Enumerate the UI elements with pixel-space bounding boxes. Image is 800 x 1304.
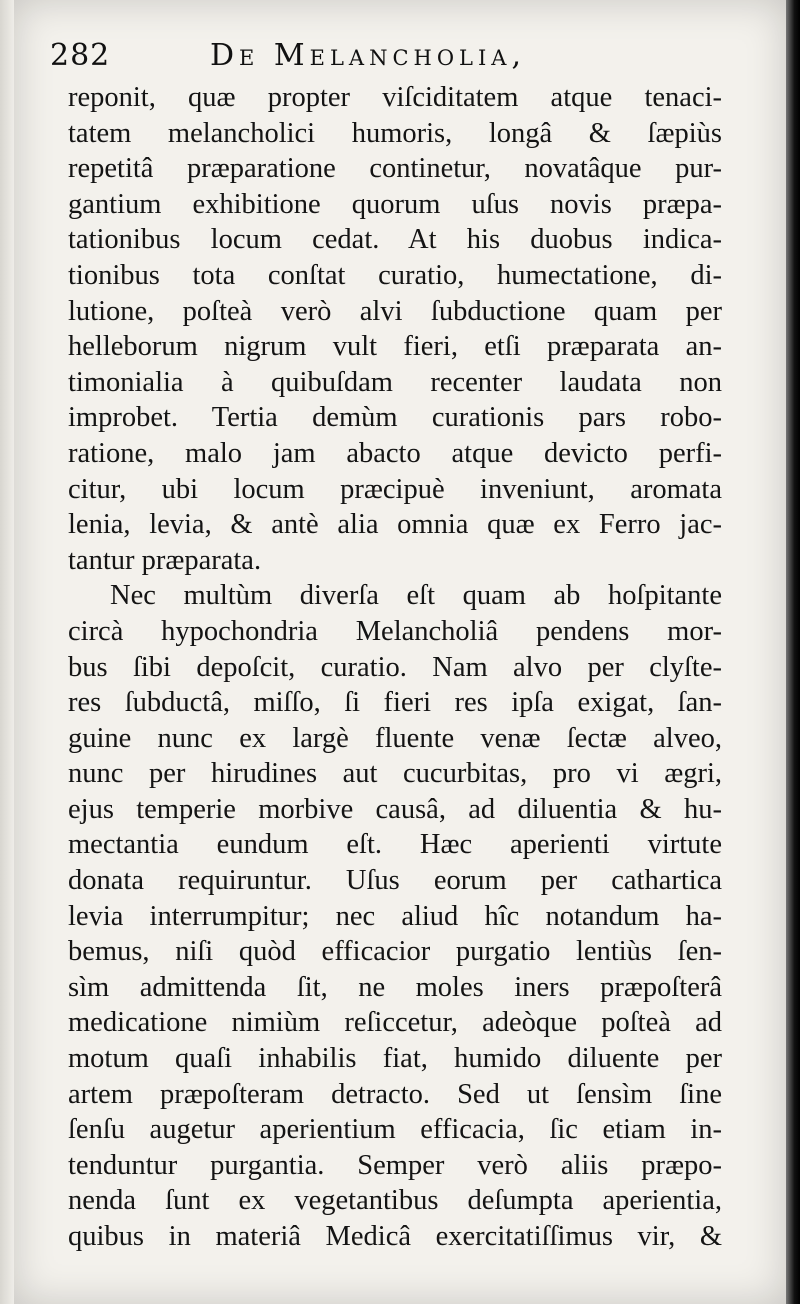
body-text — [68, 80, 722, 1255]
text-line: res ſubductâ, miſſo, ſi fieri res ipſa exigat, ſan- — [68, 687, 722, 719]
text-line: helleborum nigrum vult fieri, etſi præparata an- — [68, 331, 722, 363]
text-line: ratione, malo jam abacto atque devicto perfi- — [68, 437, 722, 469]
text-line: sìm admittenda ſit, ne moles iners præpoſterâ — [68, 971, 722, 1003]
text-line: repetitâ præparatione continetur, novatâque pur- — [68, 153, 722, 185]
text-line: ſenſu augetur aperientium efficacia, ſic etiam in- — [68, 1114, 722, 1146]
text-line: timonialia à quibuſdam recenter laudata non — [68, 366, 722, 398]
text-line: lutione, poſteà verò alvi ſubductione quam per — [68, 295, 722, 327]
text-line: ejus temperie morbive causâ, ad diluentia & hu- — [68, 793, 722, 825]
text-line: tatem melancholici humoris, longâ & ſæpiùs — [68, 117, 722, 149]
text-line: mectantia eundum eſt. Hæc aperienti virtute — [68, 829, 722, 861]
text-line: circà hypochondria Melancholiâ pendens mor- — [68, 615, 722, 647]
text-line: motum quaſi inhabilis fiat, humido diluente per — [68, 1043, 722, 1075]
text-line: guine nunc ex largè fluente venæ ſectæ alveo, — [68, 722, 722, 754]
text-line: tantur præparata. — [68, 544, 262, 576]
text-line: reponit, quæ propter viſciditatem atque tenaci- — [68, 82, 722, 113]
text-line: citur, ubi locum præcipuè inveniunt, aromata — [68, 473, 722, 505]
text-line: donata requiruntur. Uſus eorum per cathartica — [68, 865, 722, 897]
text-line: lenia, levia, & antè alia omnia quæ ex Ferro jac- — [68, 509, 722, 541]
text-line: quibus in materiâ Medicâ exercitatiſſimus vir, & — [68, 1221, 722, 1252]
text-line: artem præpoſteram detracto. Sed ut ſensìm ſine — [68, 1078, 722, 1110]
text-line: bemus, niſi quòd efficacior purgatio lentiùs ſen- — [68, 936, 722, 968]
text-line: tenduntur purgantia. Semper verò aliis præpo- — [68, 1149, 722, 1181]
text-line: tationibus locum cedat. At his duobus indica- — [68, 224, 722, 256]
paragraph-1 — [68, 80, 722, 578]
text-line: medicatione nimiùm reſiccetur, adeòque poſteà ad — [68, 1007, 722, 1039]
text-line: improbet. Tertia demùm curationis pars robo- — [68, 402, 722, 434]
text-line: tionibus tota conſtat curatio, humectatione, di- — [68, 259, 722, 291]
text-line: bus ſibi depoſcit, curatio. Nam alvo per clyſte- — [68, 651, 722, 683]
page-gutter — [0, 0, 14, 1304]
text-line: gantium exhibitione quorum uſus novis præpa- — [68, 188, 722, 220]
text-line: levia interrumpitur; nec aliud hîc notandum ha- — [68, 900, 722, 932]
text-line: nenda ſunt ex vegetantibus deſumpta aperientia, — [68, 1185, 722, 1217]
book-page — [14, 0, 786, 1304]
running-head — [50, 34, 730, 84]
text-line: Nec multùm diverſa eſt quam ab hoſpitante — [110, 580, 722, 612]
page-edge-shadow — [786, 0, 800, 1304]
text-line: nunc per hirudines aut cucurbitas, pro vi ægri, — [68, 758, 722, 790]
page-number: 282 — [50, 38, 111, 73]
running-title: De Melancholia, — [210, 38, 526, 73]
paragraph-2 — [68, 578, 722, 1254]
